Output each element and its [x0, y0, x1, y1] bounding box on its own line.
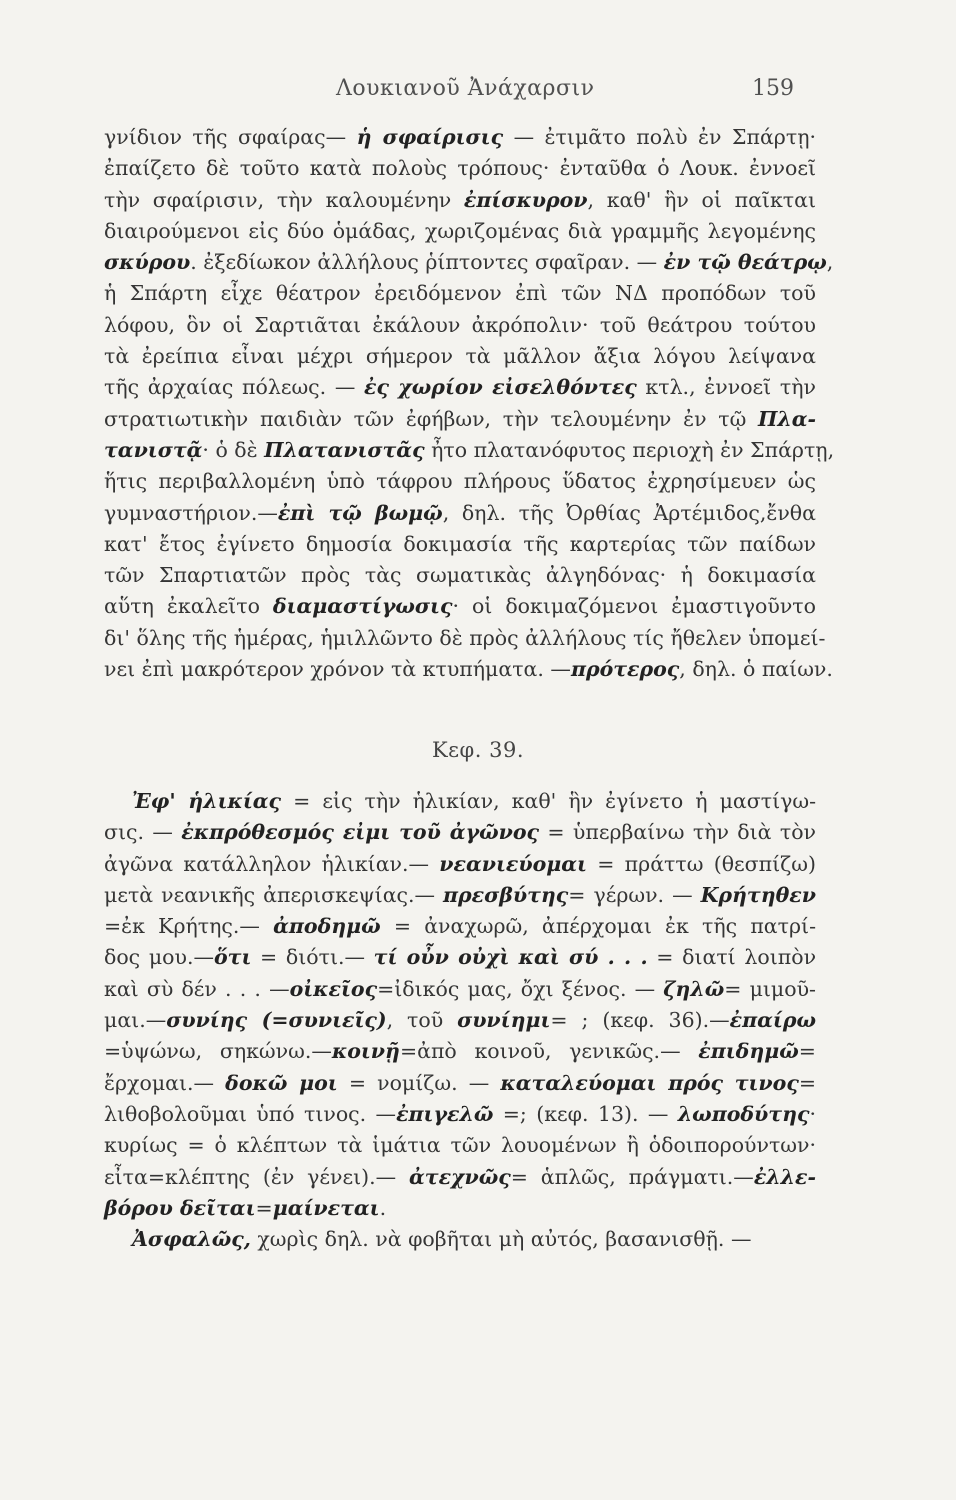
- text-line: δι' ὅλης τῆς ἡμέρας, ἡμιλλῶντο δὲ πρὸς ἀλλήλους τίς ἤθελεν ὑπομεί-: [104, 625, 826, 650]
- text-line: τὰ ἐρείπια εἶναι μέχρι σήμερον τὰ μᾶλλον ἄξια λόγου λείψανα: [104, 344, 816, 369]
- text-line: τὴν σφαίρισιν, τὴν καλουμένην ἐπίσκυρον, καθ' ἣν οἱ παῖκται: [104, 187, 816, 212]
- text-line: τῶν Σπαρτιατῶν πρὸς τὰς σωματικὰς ἀλγηδόνας· ἡ δοκιμασία: [104, 563, 816, 588]
- text-line: κατ' ἔτος ἐγίνετο δημοσία δοκιμασία τῆς καρτερίας τῶν παίδων: [104, 531, 816, 556]
- text-line: Ἐφ' ἡλικίας = εἰς τὴν ἡλικίαν, καθ' ἣν ἐγίνετο ἡ μαστίγω-: [132, 789, 816, 813]
- glossary-section: [104, 786, 816, 1255]
- commentary-section: [104, 122, 835, 685]
- text-line: αὕτη ἐκαλεῖτο διαμαστίγωσις· οἱ δοκιμαζόμενοι ἐμαστιγοῦντο: [104, 594, 816, 619]
- text-line: εἶτα=κλέπτης (ἐν γένει).— ἀτεχνῶς= ἁπλῶς, πράγματι.—ἐλλε-: [104, 1164, 816, 1189]
- text-line: ἥτις περιβαλλομένη ὑπὸ τάφρου πλήρους ὕδατος ἐχρησίμευεν ὡς: [104, 469, 816, 494]
- text-line: ἡ Σπάρτη εἶχε θέατρον ἐρειδόμενον ἐπὶ τῶν ΝΔ προπόδων τοῦ: [104, 281, 816, 306]
- text-line: σκύρου. ἐξεδίωκον ἀλλήλους ῥίπτοντες σφαῖραν. — ἐν τῷ θεάτρῳ,: [104, 250, 834, 275]
- text-line: νει ἐπὶ μακρότερον χρόνον τὰ κτυπήματα. —πρότερος, δηλ. ὁ παίων.: [104, 657, 833, 682]
- text-line: βόρου δεῖται=μαίνεται.: [104, 1195, 387, 1220]
- text-line: μετὰ νεανικῆς ἀπερισκεψίας.— πρεσβύτης= γέρων. — Κρήτηθεν: [104, 882, 816, 907]
- text-line: κυρίως = ὁ κλέπτων τὰ ἱμάτια τῶν λουομένων ἢ ὁδοιπορούντων·: [104, 1133, 816, 1158]
- text-line: ἀγῶνα κατάλληλον ἡλικίαν.— νεανιεύομαι = πράττω (θεσπίζω): [104, 851, 816, 876]
- chapter-heading: Κεφ. 39.: [431, 738, 525, 762]
- page-number: 159: [752, 76, 794, 101]
- text-line: λόφου, ὃν οἱ Σαρτιᾶται ἐκάλουν ἀκρόπολιν· τοῦ θεάτρου τούτου: [104, 312, 816, 337]
- text-line: =ὑψώνω, σηκώνω.—κοινῇ=ἀπὸ κοινοῦ, γενικῶς.— ἐπιδημῶ=: [104, 1039, 816, 1064]
- text-line: τῆς ἀρχαίας πόλεως. — ἐς χωρίον εἰσελθόντες κτλ., ἐννοεῖ τὴν: [104, 375, 816, 400]
- page-header: [0, 72, 956, 108]
- text-line: ἔρχομαι.— δοκῶ μοι = νομίζω. — καταλεύομαι πρός τινος=: [104, 1070, 816, 1095]
- text-line: καὶ σὺ δέν . . . —οἰκεῖος=ἰδικός μας, ὄχι ξένος. — ζηλῶ= μιμοῦ-: [104, 976, 816, 1001]
- text-line: γνίδιον τῆς σφαίρας— ἡ σφαίρισις — ἐτιμᾶτο πολὺ ἐν Σπάρτῃ·: [104, 125, 816, 149]
- text-line: λιθοβολοῦμαι ὑπό τινος. —ἐπιγελῶ =; (κεφ. 13). — λωποδύτης·: [104, 1101, 816, 1126]
- text-line: Ἀσφαλῶς, χωρὶς δηλ. νὰ φοβῆται μὴ αὐτός, βασανισθῇ. —: [132, 1227, 752, 1252]
- text-line: γυμναστήριον.—ἐπὶ τῷ βωμῷ, δηλ. τῆς Ὀρθίας Ἀρτέμιδος,ἔνθα: [104, 500, 816, 525]
- text-line: ἐπαίζετο δὲ τοῦτο κατὰ πολοὺς τρόπους· ἐνταῦθα ὁ Λουκ. ἐννοεῖ: [104, 156, 816, 181]
- text-line: σις. — ἐκπρόθεσμός εἰμι τοῦ ἀγῶνος = ὑπερβαίνω τὴν διὰ τὸν: [104, 820, 817, 845]
- text-line: διαιρούμενοι εἰς δύο ὁμάδας, χωριζομένας διὰ γραμμῆς λεγομένης: [104, 218, 816, 243]
- text-line: τανιστᾷ· ὁ δὲ Πλατανιστᾶς ἦτο πλατανόφυτος περιοχὴ ἐν Σπάρτῃ,: [104, 437, 835, 462]
- running-title: Λουκιανοῦ Ἀνάχαρσιν: [336, 76, 595, 101]
- text-line: =ἐκ Κρήτης.— ἀποδημῶ = ἀναχωρῶ, ἀπέρχομαι ἐκ τῆς πατρί-: [104, 914, 816, 939]
- text-line: στρατιωτικὴν παιδιὰν τῶν ἐφήβων, τὴν τελουμένην ἐν τῷ Πλα-: [104, 406, 816, 431]
- text-line: μαι.—συνίης (=συνιεῖς), τοῦ συνίημι= ; (κεφ. 36).—ἐπαίρω: [104, 1008, 816, 1033]
- text-line: δος μου.—ὅτι = διότι.— τί οὖν οὐχὶ καὶ σύ . . . = διατί λοιπὸν: [104, 945, 817, 970]
